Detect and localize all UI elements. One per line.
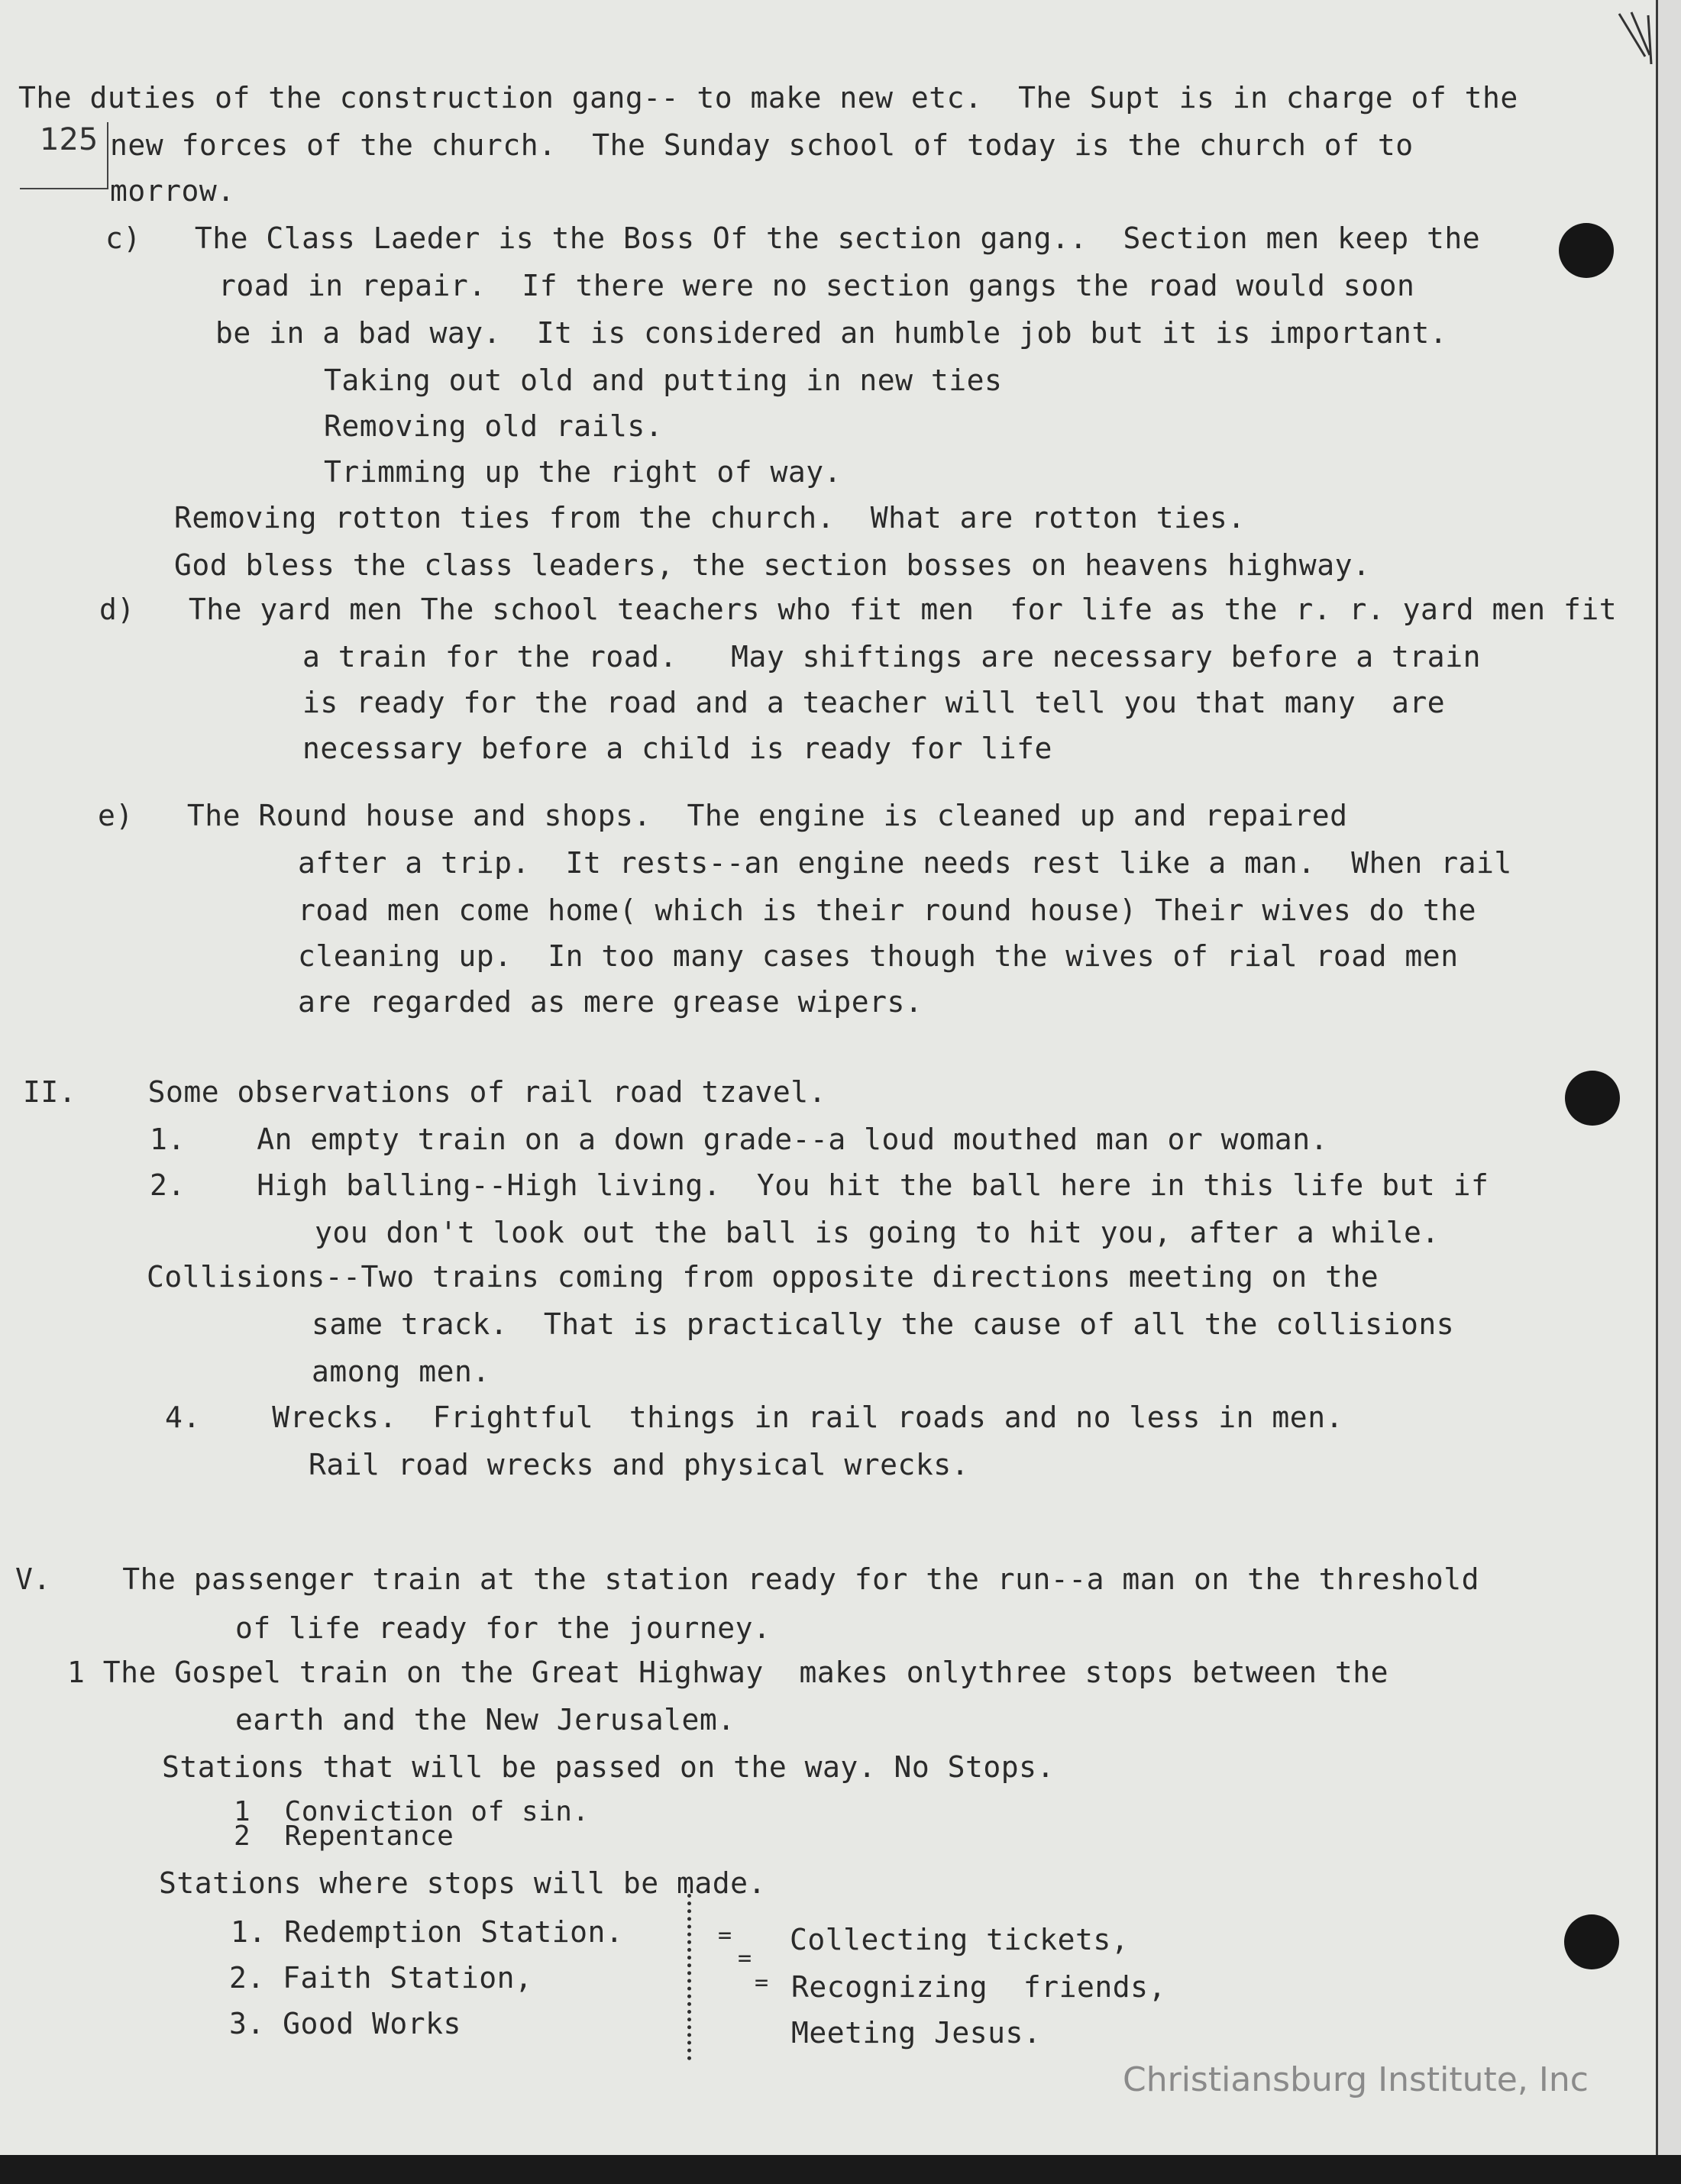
stop-recognizing-friends: Recognizing friends,: [791, 1970, 1166, 2004]
page-number: 125: [40, 122, 99, 157]
text-line-20: are regarded as mere grease wipers.: [298, 985, 923, 1019]
binder-hole-top: [1559, 223, 1614, 278]
corner-scratch-mark: [1618, 11, 1656, 64]
text-line-18: road men come home( which is their round house) Their wives do the: [298, 893, 1476, 927]
text-line-29: Rail road wrecks and physical wrecks.: [309, 1448, 969, 1481]
text-line-24: you don't look out the ball is going to hit you, after a while.: [315, 1216, 1440, 1249]
text-line-16: e) The Round house and shops. The engine is cleaned up and repaired: [98, 799, 1348, 832]
text-line-25: Collisions--Two trains coming from opposite directions meeting on the: [147, 1260, 1379, 1294]
text-line-10: Removing rotton ties from the church. What are rotton ties.: [174, 501, 1246, 535]
text-line-37: Stations where stops will be made.: [159, 1866, 766, 1900]
text-line-33: earth and the New Jerusalem.: [235, 1703, 735, 1737]
stop-collecting-tickets: Collecting tickets,: [790, 1923, 1130, 1956]
margin-rule-vertical: [107, 122, 108, 188]
text-line-17: after a trip. It rests--an engine needs rest like a man. When rail: [298, 846, 1512, 880]
text-line-28: 4. Wrecks. Frightful things in rail roads and no less in men.: [165, 1401, 1343, 1434]
text-line-32: 1 The Gospel train on the Great Highway makes onlythree stops between the: [67, 1656, 1388, 1689]
text-line-13: a train for the road. May shiftings are necessary before a train: [302, 640, 1481, 674]
text-line-14: is ready for the road and a teacher will tell you that many are: [302, 686, 1446, 719]
equals-mark: =: [718, 1922, 732, 1949]
text-line-15: necessary before a child is ready for life: [302, 732, 1052, 765]
equals-mark: =: [755, 1969, 769, 1996]
text-line-34: Stations that will be passed on the way. No Stops.: [162, 1750, 1055, 1784]
text-line-11: God bless the class leaders, the section bosses on heavens highway.: [174, 548, 1371, 582]
text-line-30: V. The passenger train at the station ready for the run--a man on the threshold: [15, 1562, 1479, 1596]
equals-mark: =: [738, 1945, 752, 1972]
text-line-6: be in a bad way. It is considered an humble job but it is important.: [215, 316, 1448, 350]
text-line-19: cleaning up. In too many cases though the wives of rial road men: [298, 939, 1459, 973]
stop-redemption-station: 1. Redemption Station.: [231, 1915, 624, 1949]
text-line-8: Removing old rails.: [324, 409, 664, 443]
text-line-31: of life ready for the journey.: [235, 1611, 771, 1645]
text-line-23: 2. High balling--High living. You hit the ball here in this life but if: [150, 1168, 1489, 1202]
text-line-35: 1 Conviction of sin.: [234, 1796, 590, 1827]
text-line-3: morrow.: [110, 174, 235, 208]
text-line-36: 2 Repentance: [234, 1821, 454, 1852]
margin-rule-horizontal: [20, 188, 108, 189]
text-line-26: same track. That is practically the cause of all the collisions: [312, 1307, 1455, 1341]
text-line-2: new forces of the church. The Sunday school of today is the church of to: [110, 128, 1414, 162]
watermark: Christiansburg Institute, Inc: [1123, 2060, 1589, 2099]
stop-faith-station: 2. Faith Station,: [229, 1961, 533, 1995]
text-line-7: Taking out old and putting in new ties: [324, 363, 1003, 397]
binder-hole-middle: [1565, 1071, 1620, 1126]
stop-meeting-jesus: Meeting Jesus.: [791, 2016, 1042, 2050]
text-line-4: c) The Class Laeder is the Boss Of the section gang.. Section men keep the: [105, 221, 1481, 255]
text-line-9: Trimming up the right of way.: [324, 455, 842, 489]
text-line-27: among men.: [312, 1355, 490, 1388]
text-line-21: II. Some observations of rail road tzavel.: [23, 1075, 827, 1109]
text-line-1: The duties of the construction gang-- to make new etc. The Supt is in charge of the: [18, 81, 1518, 115]
text-line-12: d) The yard men The school teachers who fit men for life as the r. r. yard men fit: [99, 593, 1618, 626]
binder-hole-bottom: [1564, 1914, 1619, 1969]
stop-good-works: 3. Good Works: [229, 2007, 461, 2040]
dotted-separator: [687, 1894, 691, 2060]
text-line-5: road in repair. If there were no section gangs the road would soon: [218, 269, 1415, 302]
scan-bottom-edge: [0, 2155, 1681, 2184]
text-line-22: 1. An empty train on a down grade--a loud mouthed man or woman.: [150, 1123, 1328, 1156]
